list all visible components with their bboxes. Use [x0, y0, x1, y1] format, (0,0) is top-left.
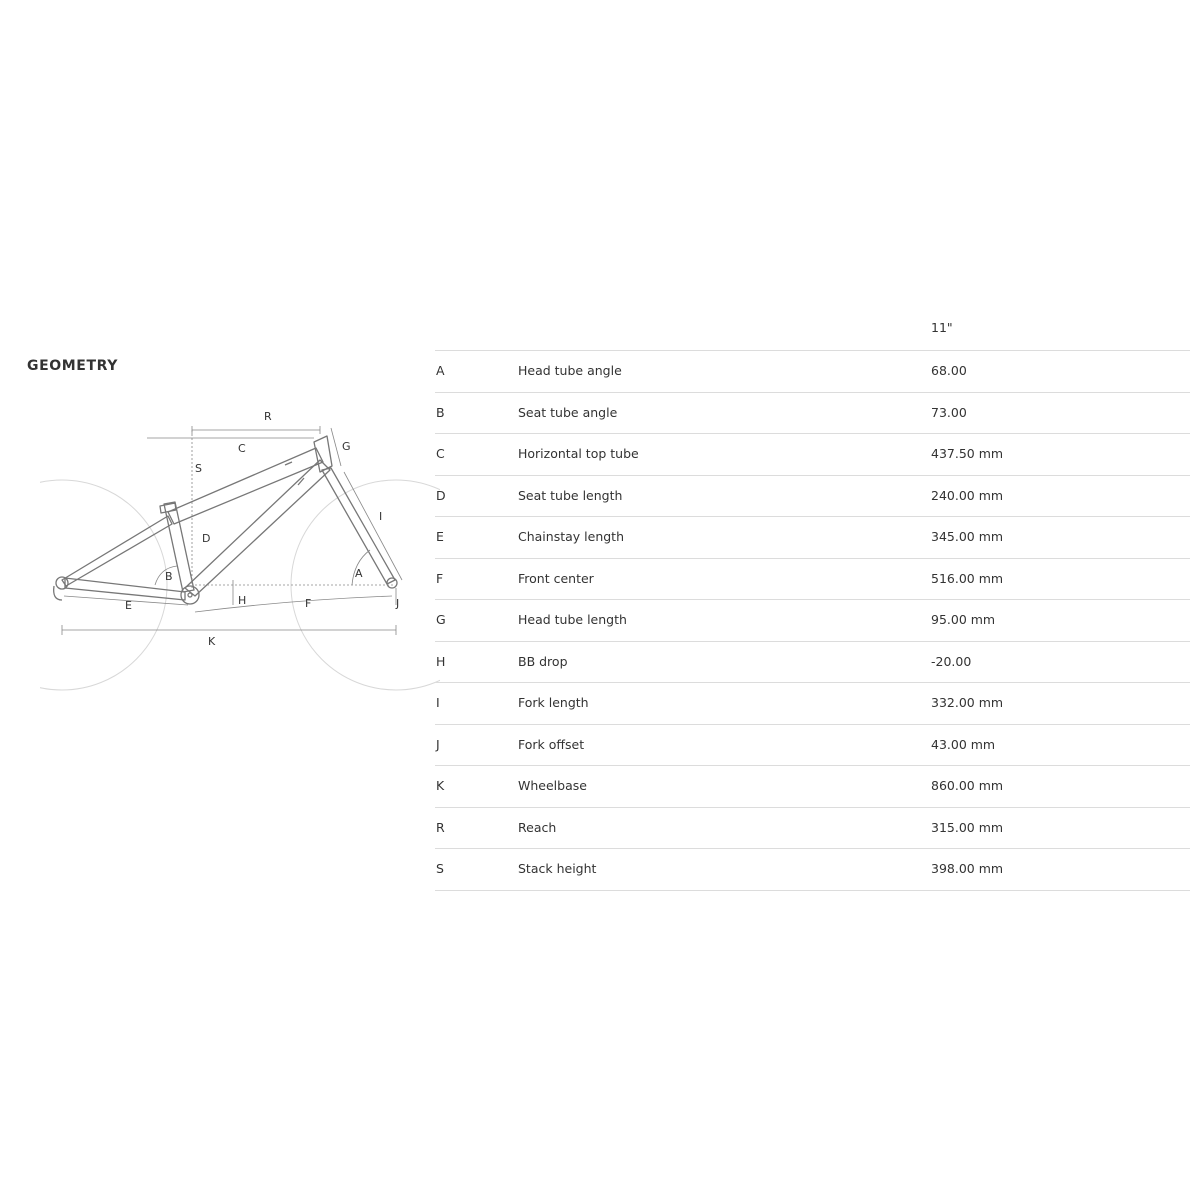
row-key: G — [436, 612, 446, 627]
label-r: R — [264, 410, 272, 423]
row-name: BB drop — [518, 653, 568, 669]
head-tube-length-line — [331, 428, 341, 466]
row-value: 332.00 mm — [931, 695, 1004, 710]
row-value: 345.00 mm — [931, 529, 1004, 544]
label-g: G — [342, 440, 351, 453]
table-header — [435, 310, 1190, 351]
table-row — [435, 683, 1190, 725]
label-e: E — [125, 599, 132, 612]
table-row — [435, 517, 1190, 559]
label-k: K — [208, 635, 216, 648]
row-value: 398.00 mm — [931, 861, 1004, 876]
row-name: Horizontal top tube — [518, 446, 639, 461]
head-tube — [314, 436, 332, 472]
row-key: K — [436, 778, 445, 793]
row-value: 240.00 mm — [931, 487, 1004, 503]
row-key: I — [436, 695, 440, 710]
geometry-diagram — [40, 400, 440, 710]
row-name: Fork offset — [518, 736, 585, 752]
table-row — [435, 600, 1190, 642]
seat-clamp — [160, 503, 176, 513]
label-i: I — [379, 510, 383, 523]
row-name: Seat tube length — [518, 487, 623, 503]
label-s: S — [195, 462, 202, 475]
table-row — [435, 725, 1190, 767]
table-row — [435, 766, 1190, 808]
row-value: -20.00 — [931, 653, 972, 669]
cable-guide — [285, 462, 292, 465]
row-value: 95.00 mm — [931, 612, 996, 627]
row-key: A — [436, 363, 445, 378]
table-row — [435, 642, 1190, 684]
row-name: Front center — [518, 570, 594, 586]
label-f: F — [305, 597, 312, 610]
row-name: Reach — [518, 819, 557, 835]
label-c: C — [238, 442, 246, 455]
label-h: H — [238, 594, 247, 607]
bike-frame-svg — [40, 400, 440, 710]
row-value: 516.00 mm — [931, 570, 1004, 586]
section-title: GEOMETRY — [27, 358, 118, 374]
table-row — [435, 559, 1190, 601]
row-key: S — [436, 861, 444, 876]
row-name: Stack height — [518, 861, 597, 876]
rear-dropout — [56, 577, 68, 589]
row-key: D — [436, 487, 446, 503]
table-row — [435, 476, 1190, 518]
row-value: 73.00 — [931, 404, 967, 420]
row-key: E — [436, 529, 444, 544]
row-value: 68.00 — [931, 363, 967, 378]
row-key: R — [436, 819, 445, 835]
seat-stay — [62, 516, 172, 586]
table-row — [435, 393, 1190, 435]
row-name: Fork length — [518, 695, 589, 710]
table-row — [435, 808, 1190, 850]
fork-length-line — [344, 472, 402, 580]
label-j: J — [396, 597, 400, 610]
row-name: Chainstay length — [518, 529, 624, 544]
row-value: 437.50 mm — [931, 446, 1004, 461]
geometry-table — [435, 310, 1190, 891]
rear-wheel-outline — [40, 480, 167, 690]
table-row — [435, 351, 1190, 393]
row-value: 860.00 mm — [931, 778, 1004, 793]
row-key: J — [436, 736, 440, 752]
row-key: F — [436, 570, 444, 586]
row-name: Wheelbase — [518, 778, 587, 793]
table-row — [435, 434, 1190, 476]
row-name: Head tube length — [518, 612, 627, 627]
row-key: B — [436, 404, 445, 420]
row-key: C — [436, 446, 445, 461]
label-d: D — [202, 532, 211, 545]
row-key: H — [436, 653, 446, 669]
top-tube — [168, 448, 323, 524]
size-column-header: 11" — [931, 320, 953, 335]
row-name: Head tube angle — [518, 363, 622, 378]
bottom-bracket-center — [188, 593, 192, 597]
label-b: B — [165, 570, 173, 583]
table-row — [435, 849, 1190, 891]
label-a: A — [355, 567, 363, 580]
row-name: Seat tube angle — [518, 404, 618, 420]
row-value: 315.00 mm — [931, 819, 1004, 835]
row-value: 43.00 mm — [931, 736, 996, 752]
cable-guide — [298, 478, 304, 485]
